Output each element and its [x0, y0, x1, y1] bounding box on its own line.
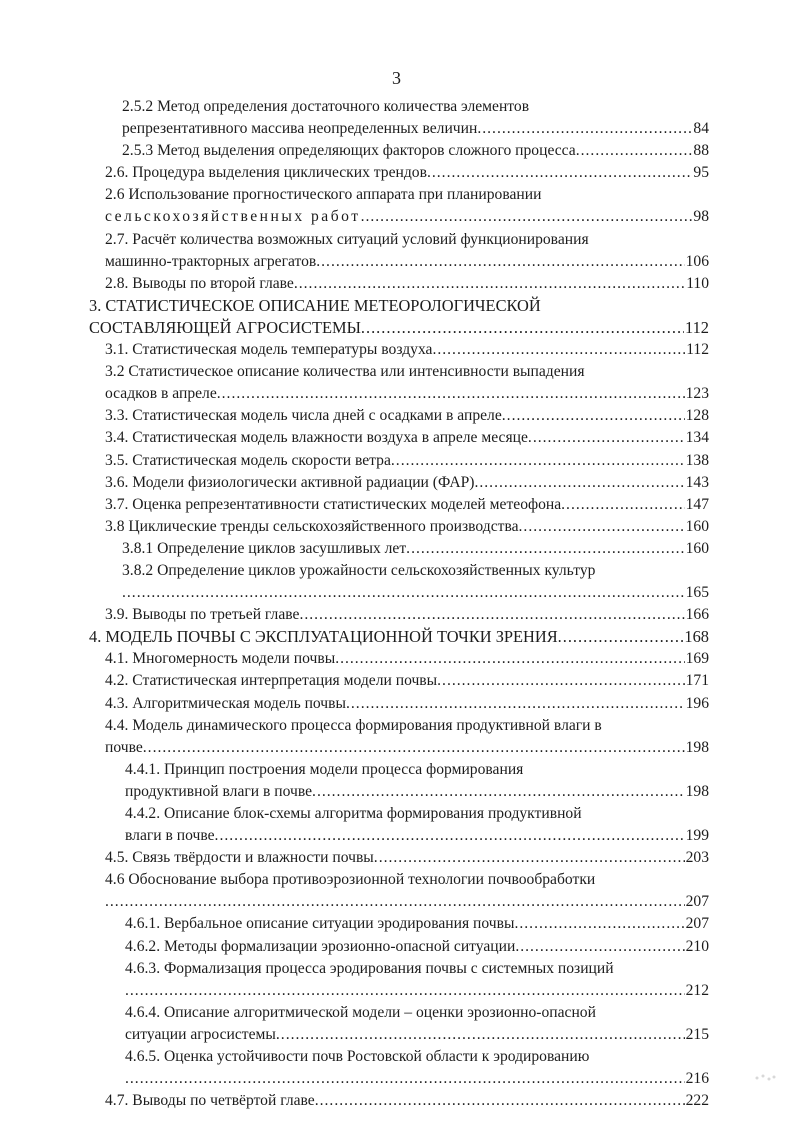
toc-entry-text: 4.2. Статистическая интерпретация модели почвы: [105, 672, 438, 690]
toc-entry[interactable]: [89, 295, 709, 339]
toc-page-number: 168: [684, 627, 709, 647]
toc-entry-text: 3.2 Статистическое описание количества или интенсивности выпадения: [105, 363, 585, 381]
dot-leader: [528, 427, 685, 449]
dot-leader: [125, 980, 685, 1002]
toc-entry-text: 3.7. Оценка репрезентативности статистических моделей метеофона: [105, 495, 562, 513]
toc-page-number: 215: [685, 1025, 709, 1043]
dot-leader: [477, 118, 692, 140]
toc-page-number: 110: [686, 274, 709, 292]
toc-page-number: 95: [693, 164, 709, 182]
toc-entry-text: 3.5. Статистическая модель скорости ветра: [105, 451, 391, 469]
toc-page-number: 210: [685, 937, 709, 955]
toc-entry[interactable]: [105, 361, 709, 405]
toc-entry[interactable]: [105, 1090, 709, 1112]
toc-entry-text: 3.6. Модели физиологически активной радиации (ФАР): [105, 473, 475, 491]
toc-page-number: 112: [685, 317, 709, 337]
toc-entry[interactable]: [105, 648, 709, 670]
toc-entry-text: 4.5. Связь твёрдости и влажности почвы: [105, 849, 374, 867]
dot-leader: [361, 206, 693, 228]
toc-entry-text: СОСТАВЛЯЮЩЕЙ АГРОСИСТЕМЫ: [89, 317, 361, 337]
toc-entry[interactable]: [122, 538, 709, 560]
toc-entry-text: 3. СТАТИСТИЧЕСКОЕ ОПИСАНИЕ МЕТЕОРОЛОГИЧЕСКОЙ: [89, 295, 541, 315]
dot-leader: [432, 339, 685, 361]
dot-leader: [312, 781, 685, 803]
toc-page-number: 123: [685, 385, 709, 403]
toc-entry[interactable]: [105, 670, 709, 692]
dot-leader: [427, 162, 692, 184]
toc-entry-text: 2.6 Использование прогностического аппарата при планировании: [105, 186, 542, 204]
toc-entry[interactable]: [105, 847, 709, 869]
dot-leader: [315, 1090, 685, 1112]
toc-entry-text: 3.4. Статистическая модель влажности воздуха в апреле месяце: [105, 429, 528, 447]
toc-entry[interactable]: [125, 958, 709, 1002]
table-of-contents: [0, 96, 793, 1112]
toc-entry[interactable]: [122, 96, 709, 140]
toc-entry-text: 3.8 Циклические тренды сельскохозяйственного производства: [105, 517, 519, 535]
dot-leader: [576, 140, 693, 162]
toc-entry-text: 4.6.2. Методы формализации эрозионно-опасной ситуации: [125, 937, 516, 955]
toc-entry-text: 4.6.3. Формализация процесса эродирования почвы с системных позиций: [125, 959, 614, 977]
dot-leader: [346, 693, 685, 715]
dot-leader: [122, 582, 685, 604]
dot-leader: [316, 251, 684, 273]
toc-entry-text: 4.6.4. Описание алгоритмической модели – оценки эрозионно-опасной: [125, 1003, 596, 1021]
toc-page-number: 203: [685, 849, 709, 867]
toc-entry-text: 4.6 Обоснование выбора противоэрозионной технологии почвообработки: [105, 871, 596, 889]
dot-leader: [276, 1024, 685, 1046]
toc-entry[interactable]: [105, 162, 709, 184]
toc-entry[interactable]: [105, 427, 709, 449]
dot-leader: [561, 494, 684, 516]
toc-entry[interactable]: [122, 140, 709, 162]
toc-page-number: 98: [693, 208, 709, 226]
toc-page-number: 196: [685, 694, 709, 712]
toc-page-number: 138: [685, 451, 709, 469]
toc-entry-text: 3.8.2 Определение циклов урожайности сельскохозяйственных культур: [122, 561, 596, 579]
toc-page-number: 169: [685, 650, 709, 668]
dot-leader: [215, 825, 685, 847]
toc-entry-text: 4.1. Многомерность модели почвы: [105, 650, 336, 668]
toc-entry-text: почве: [105, 738, 143, 756]
toc-entry[interactable]: [105, 450, 709, 472]
dot-leader: [558, 626, 684, 648]
toc-entry-text: 4.4.2. Описание блок-схемы алгоритма формирования продуктивной: [125, 805, 582, 822]
toc-entry-text: 3.3. Статистическая модель числа дней с осадками в апреле: [105, 407, 502, 425]
dot-leader: [105, 891, 685, 913]
toc-entry[interactable]: [105, 472, 709, 494]
toc-entry[interactable]: [89, 626, 709, 648]
toc-entry-text: 3.8.1 Определение циклов засушливых лет: [122, 539, 407, 557]
toc-entry[interactable]: [125, 1002, 709, 1046]
toc-entry[interactable]: [105, 273, 709, 295]
toc-entry-text: 4.6.1. Вербальное описание ситуации эродирования почвы: [125, 915, 515, 933]
toc-page-number: 199: [685, 827, 709, 845]
dot-leader: [515, 936, 684, 958]
toc-entry-text: репрезентативного массива неопределенных величин: [122, 120, 478, 138]
toc-page-number: 166: [685, 606, 709, 624]
dot-leader: [125, 1068, 685, 1090]
dot-leader: [474, 472, 684, 494]
toc-entry-text: осадков в апреле: [105, 385, 217, 403]
toc-entry-text: ситуации агросистемы: [125, 1025, 276, 1043]
toc-entry-text: 2.5.2 Метод определения достаточного количества элементов: [122, 98, 530, 115]
toc-entry-text: сельскохозяйственных работ: [105, 208, 361, 226]
toc-entry[interactable]: [125, 936, 709, 958]
toc-entry[interactable]: [125, 759, 709, 803]
toc-page-number: 88: [693, 142, 709, 160]
toc-page-number: 112: [686, 341, 709, 359]
toc-page-number: 128: [685, 407, 709, 425]
toc-entry[interactable]: [125, 913, 709, 935]
toc-page-number: 106: [685, 252, 709, 270]
toc-entry[interactable]: [105, 516, 709, 538]
toc-entry[interactable]: [105, 405, 709, 427]
toc-entry-text: 4. МОДЕЛЬ ПОЧВЫ С ЭКСПЛУАТАЦИОННОЙ ТОЧКИ ЗРЕНИЯ: [89, 627, 558, 647]
toc-page-number: 207: [685, 915, 709, 933]
toc-entry[interactable]: [125, 1046, 709, 1090]
toc-entry-text: 2.7. Расчёт количества возможных ситуаций условий функционирования: [105, 230, 589, 248]
toc-page-number: 207: [685, 893, 709, 911]
toc-entry-text: 2.6. Процедура выделения циклических трендов: [105, 164, 427, 182]
dot-leader: [294, 273, 685, 295]
toc-entry-text: влаги в почве: [125, 827, 215, 845]
dot-leader: [514, 913, 684, 935]
toc-entry[interactable]: [105, 229, 709, 273]
toc-page-number: 84: [693, 120, 709, 138]
toc-entry[interactable]: [105, 494, 709, 516]
toc-page-number: 165: [685, 584, 709, 602]
dot-leader: [391, 450, 685, 472]
dot-leader: [437, 670, 684, 692]
toc-entry[interactable]: [122, 560, 709, 604]
toc-entry-text: 4.3. Алгоритмическая модель почвы: [105, 694, 346, 712]
toc-entry[interactable]: [125, 803, 709, 847]
toc-entry-text: машинно-тракторных агрегатов: [105, 252, 317, 270]
toc-entry-text: 4.4. Модель динамического процесса формирования продуктивной влаги в: [105, 716, 602, 734]
dot-leader: [374, 847, 685, 869]
toc-page-number: 198: [685, 738, 709, 756]
toc-entry-text: продуктивной влаги в почве: [125, 782, 313, 800]
toc-page-number: 143: [685, 473, 709, 491]
toc-entry[interactable]: [105, 604, 709, 626]
toc-page-number: 216: [685, 1070, 709, 1088]
toc-page-number: 171: [685, 672, 709, 690]
toc-page-number: 212: [685, 981, 709, 999]
toc-entry-text: 4.7. Выводы по четвёртой главе: [105, 1092, 315, 1110]
dot-leader: [217, 383, 685, 405]
toc-entry-text: 2.5.3 Метод выделения определяющих факторов сложного процесса: [122, 142, 576, 160]
toc-page-number: 134: [685, 429, 709, 447]
toc-page-number: 222: [685, 1092, 709, 1110]
dot-leader: [299, 604, 684, 626]
toc-entry[interactable]: [105, 339, 709, 361]
dot-leader: [335, 648, 684, 670]
toc-entry-text: 2.8. Выводы по второй главе: [105, 274, 294, 292]
dot-leader: [361, 317, 684, 339]
dot-leader: [502, 405, 685, 427]
toc-entry[interactable]: [105, 715, 709, 759]
toc-entry[interactable]: [105, 693, 709, 715]
toc-page-number: 160: [685, 539, 709, 557]
toc-page-number: 147: [685, 495, 709, 513]
toc-page-number: 198: [685, 782, 709, 800]
corner-mark-icon: [753, 1070, 777, 1086]
toc-entry[interactable]: [105, 869, 709, 913]
dot-leader: [143, 737, 685, 759]
toc-entry-text: 3.9. Выводы по третьей главе: [105, 606, 300, 624]
toc-entry-text: 3.1. Статистическая модель температуры воздуха: [105, 341, 433, 359]
dot-leader: [519, 516, 685, 538]
dot-leader: [406, 538, 684, 560]
page-number: 3: [392, 68, 401, 88]
toc-entry-text: 4.6.5. Оценка устойчивости почв Ростовской области к эродированию: [125, 1048, 590, 1066]
toc-entry[interactable]: [105, 184, 709, 228]
toc-entry-text: 4.4.1. Принцип построения модели процесса формирования: [125, 760, 524, 778]
toc-page-number: 160: [685, 517, 709, 535]
